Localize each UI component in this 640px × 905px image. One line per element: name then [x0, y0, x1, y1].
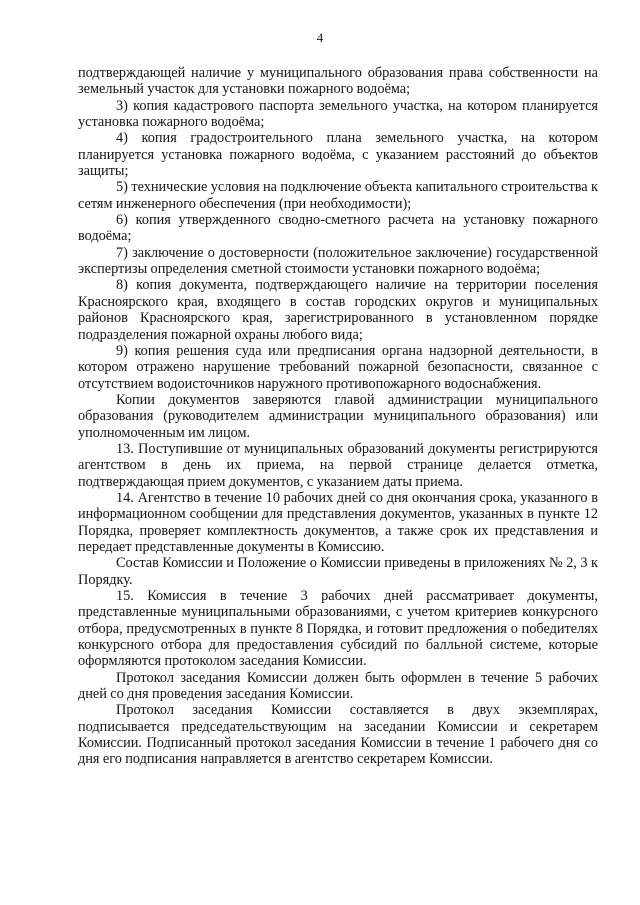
paragraph: 7) заключение о достоверности (положительное заключение) государственной экспертизы определения сметной стоимости установки пожарного водоёма;: [78, 244, 598, 278]
paragraph: 5) технические условия на подключение объекта капитального строительства к сетям инженерного обеспечения (при необходимости);: [78, 179, 598, 212]
paragraph: Состав Комиссии и Положение о Комиссии приведены в приложениях № 2, 3 к Порядку.: [78, 555, 598, 588]
paragraph: подтверждающей наличие у муниципального образования права собственности на земельный участок для установки пожарного водоёма;: [78, 65, 598, 98]
paragraph: 6) копия утвержденного сводно-сметного расчета на установку пожарного водоёма;: [78, 212, 598, 245]
paragraph: 15. Комиссия в течение 3 рабочих дней рассматривает документы, представленные муниципальными образованиями, с учетом критериев конкурсного отбора, предусмотренных в пункте 8 Порядка, и готовит предложения о победителях конкурсного отбора для предоставления субсидий по балльной системе, которые оформляются протоколом заседания Комиссии.: [78, 588, 598, 670]
paragraph: 3) копия кадастрового паспорта земельного участка, на котором планируется установка пожарного водоёма;: [78, 97, 598, 131]
paragraph: 8) копия документа, подтверждающего наличие на территории поселения Красноярского края, входящего в состав городских округов и муниципальных районов Красноярского края, зарегистрированного в установленном порядке подразделения пожарной охраны любого вида;: [78, 277, 598, 343]
page-number: 4: [316, 30, 324, 45]
paragraph: 14. Агентство в течение 10 рабочих дней со дня окончания срока, указанного в информационном сообщении для представления документов, указанных в пункте 12 Порядка, проверяет комплектность документов, а также срок их представления и передает представленные документы в Комиссию.: [78, 489, 598, 555]
paragraph: 4) копия градостроительного плана земельного участка, на котором планируется установка пожарного водоёма, с указанием расстояний до объектов защиты;: [78, 130, 598, 180]
paragraph: Протокол заседания Комиссии должен быть оформлен в течение 5 рабочих дней со дня проведения заседания Комиссии.: [78, 669, 598, 703]
paragraph: 9) копия решения суда или предписания органа надзорной деятельности, в котором отражено нарушение требований пожарной безопасности, связанное с отсутствием водоисточников наружного противопожарного водоснабжения.: [78, 342, 598, 392]
document-body: [78, 65, 598, 768]
paragraph: Копии документов заверяются главой администрации муниципального образования (руководителем администрации муниципального образования) или уполномоченным им лицом.: [78, 391, 598, 441]
paragraph: Протокол заседания Комиссии составляется в двух экземплярах, подписывается председательствующим на заседании Комиссии и секретарем Комиссии. Подписанный протокол заседания Комиссии в течение 1 рабочего дня со дня его подписания направляется в агентство секретарем Комиссии.: [78, 702, 598, 768]
paragraph: 13. Поступившие от муниципальных образований документы регистрируются агентством в день их приема, на первой странице делается отметка, подтверждающая прием документов, с указанием даты приема.: [78, 440, 598, 490]
